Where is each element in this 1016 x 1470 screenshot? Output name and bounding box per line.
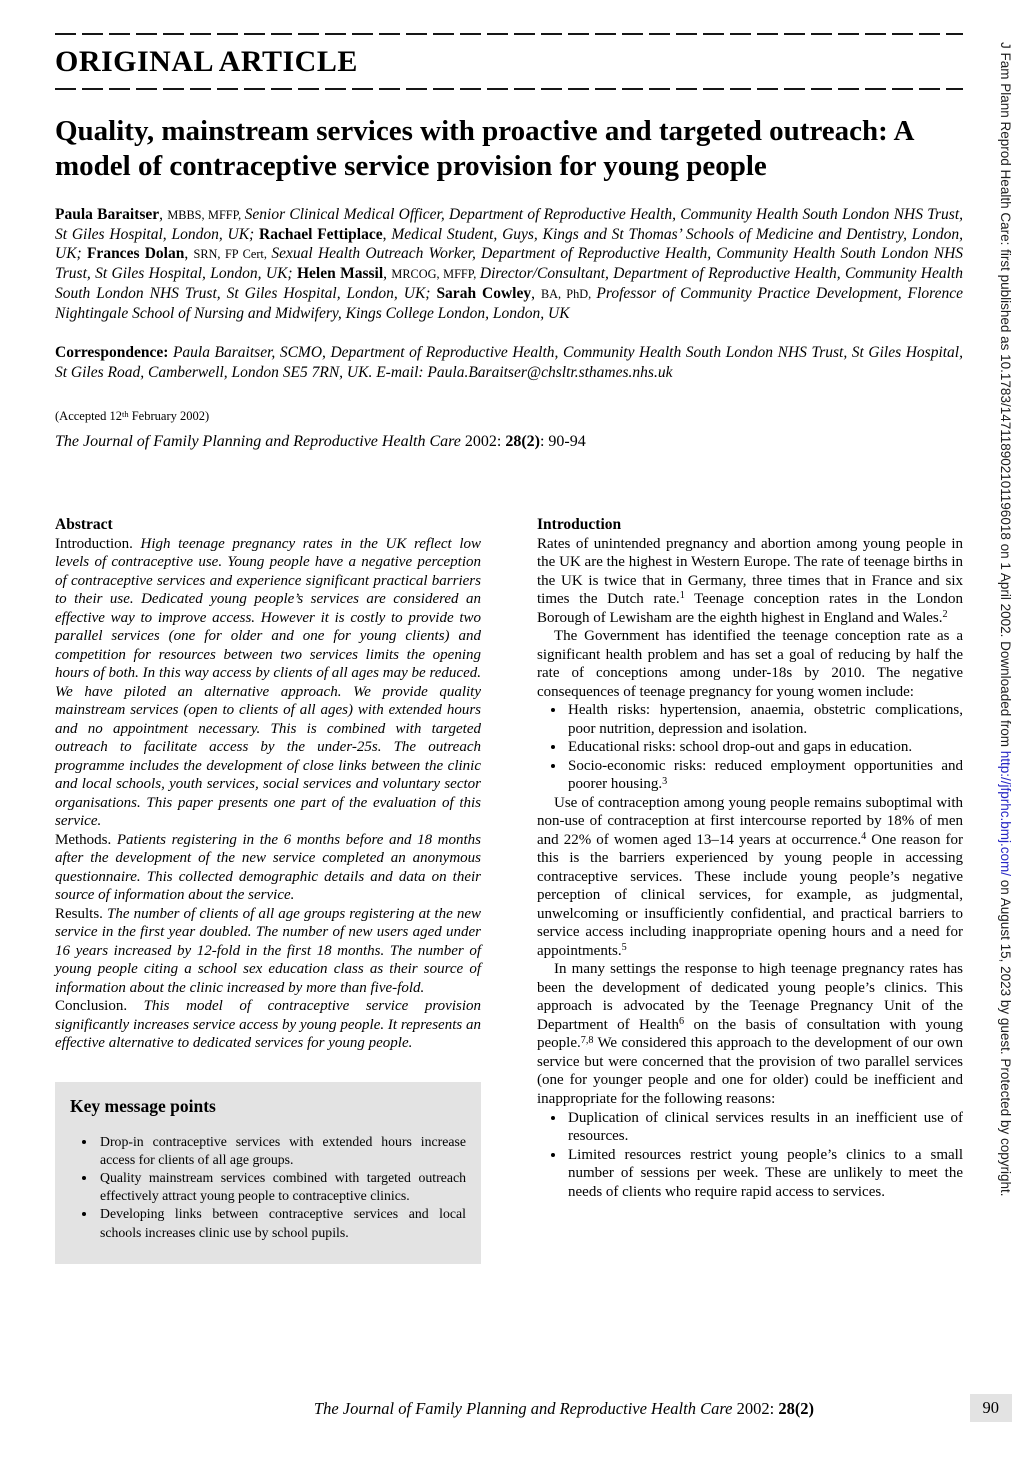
- text-segment: th: [121, 408, 129, 419]
- key-message-box: [55, 1082, 481, 1264]
- text-segment: In many settings the response to high teenage pregnancy rates has been the development of dedicated young people’s clinics. This approach is advocated by the Teenage Pregnancy Unit of the Department of Health: [537, 961, 963, 1033]
- text-segment: High teenage pregnancy rates in the UK reflect low levels of contraceptive use. Young people have a negative perception of contraceptive services and experience significant practical barriers to their use. Dedicated young people’s services are considered an effective way to improve access. However it is costly to provide two parallel services (one for older and one for young clients) and competition for resources between two services limits the opening hours of both. In this way access by clients of all ages may be reduced. We have piloted an alternative approach. We provide quality mainstream services (open to clients of all ages) with extended hours and no appointment necessary. This is combined with targeted outreach to facilitate access by the under-25s. The outreach programme includes the development of close links between the clinic and local schools, youth services, social services and voluntary sector organisations. This paper presents one part of the evaluation of this service.: [55, 535, 482, 830]
- text-segment: Duplication of clinical services results in an inefficient use of resources.: [568, 1109, 963, 1145]
- correspondence-block: [55, 343, 963, 383]
- text-segment: 5: [621, 942, 627, 954]
- text-segment: (Accepted 12: [55, 409, 122, 424]
- text-segment: SRN, FP Cert,: [193, 247, 272, 262]
- text-segment: One reason for this is the barriers experienced by young people in accessing contraceptive services. These include young people’s negative perception of clinical services, for example, as judgmental, unwelcoming or insufficiently confidential, and practical barriers to service access including inappropriate opening hours and a need for appointments.: [537, 831, 963, 959]
- text-segment: on the basis of consultation with young people.: [537, 1016, 964, 1052]
- key-message-list: [70, 1133, 466, 1242]
- text-segment: This model of contraceptive service provision significantly increases service access by young people. It represents an effective alternative to dedicated services for young people.: [55, 998, 481, 1052]
- text-segment: Paula Baraitser: [55, 205, 160, 223]
- text-segment: 1: [679, 590, 685, 602]
- text-segment: 7,8: [580, 1034, 594, 1046]
- accepted-date: [55, 409, 963, 424]
- two-column-body: [55, 515, 963, 1263]
- section-label: ORIGINAL ARTICLE: [55, 45, 358, 78]
- text-segment: 2: [942, 609, 948, 620]
- text-segment: 28(2): [505, 433, 540, 451]
- introduction-paragraph-4: [537, 960, 963, 1108]
- text-segment: The Journal of Family Planning and Reproductive Health Care: [55, 433, 465, 451]
- reason-bullet-item: [566, 1109, 963, 1146]
- text-segment: Frances Dolan: [86, 245, 185, 263]
- reasons-bullet-list: [537, 1109, 963, 1202]
- text-segment: Medical Student, Guys, Kings and St Thomas’ Schools of Medicine and Dentistry, London, UK;: [55, 225, 964, 263]
- key-message-heading: Key message points: [70, 1095, 216, 1116]
- text-segment: The number of clients of all age groups registering at the new service in the first year doubled. The number of new users aged under 16 years increased by 12-fold in the first 18 months. The number of young people citing a school sex education class as their source of information about the clinic increased by more than five-fold.: [55, 905, 481, 996]
- text-segment: 3: [662, 775, 668, 787]
- key-message-item: • Drop-in contraceptive services with extended hours increase access for clients of all age groups.: [97, 1133, 466, 1169]
- page-number: 90: [970, 1394, 1013, 1422]
- sidebar-citation-link[interactable]: http://jfprhc.bmj.com/: [998, 750, 1013, 877]
- abstract-conclusion: [55, 997, 481, 1053]
- left-column: [55, 515, 481, 1263]
- text-segment: We considered this approach to the development of our own service but were concerned that the provision of two parallel services (one for younger people and one for older) could be inefficient and inappropriate for the following reasons:: [537, 1035, 963, 1107]
- page-footer: [110, 1399, 1016, 1419]
- text-segment: February 2002): [128, 409, 210, 424]
- page-content: [55, 0, 999, 1418]
- text-segment: The Government has identified the teenage conception rate as a significant health problem and has set a goal of reducing by half the rate of conceptions among under-18s by 2010. The negative consequences of teenage pregnancy for young women include:: [537, 628, 963, 700]
- text-segment: MBBS, MFFP,: [167, 207, 245, 222]
- text-segment: Conclusion.: [55, 998, 144, 1015]
- sidebar-citation-text-before: J Fam Plann Reprod Health Care: first published as 10.1783/147118902101196018 on 1 April 2002. Downloaded from: [998, 42, 1013, 751]
- text-segment: ,: [184, 245, 194, 263]
- abstract-methods: [55, 831, 481, 905]
- text-segment: Sarah Cowley: [436, 285, 532, 303]
- text-segment: The Journal of Family Planning and Reproductive Health Care: [313, 1399, 737, 1418]
- text-segment: MRCOG, MFFP,: [391, 267, 480, 282]
- sidebar-citation: [998, 42, 1013, 1464]
- text-segment: Rates of unintended pregnancy and abortion among young people in the UK are the highest in Western Europe. The rate of teenage births in the UK is twice that in Germany, three times that in France and six times the Dutch rate.: [537, 535, 963, 608]
- key-message-item: • Quality mainstream services combined with targeted outreach effectively attract young people to contraceptive clinics.: [97, 1169, 466, 1205]
- key-message-item: • Developing links between contraceptive services and local schools increases clinic use by school pupils.: [97, 1205, 466, 1241]
- text-segment: Paula Baraitser, SCMO, Department of Reproductive Health, Community Health South London NHS Trust, St Giles Hospital, St Giles Road, Camberwell, London SE5 7RN, UK. E-mail: Paula.Baraitser@chsltr.sthames.nhs.uk: [55, 343, 963, 381]
- risk-bullet-item: [566, 701, 963, 738]
- text-segment: Introduction.: [55, 535, 141, 552]
- page-title: Quality, mainstream services with proactive and targeted outreach: A model of contraceptive service provision for young people: [55, 115, 913, 183]
- abstract-introduction: [55, 535, 481, 831]
- text-segment: : 90-94: [539, 433, 586, 451]
- reason-bullet-item: [566, 1146, 963, 1202]
- header-dashed-rule: [55, 88, 963, 90]
- text-segment: Correspondence:: [55, 343, 173, 361]
- text-segment: Director/Consultant, Department of Reproductive Health, Community Health South London NHS Trust, St Giles Hospital, London, UK;: [55, 265, 963, 303]
- right-column: [537, 515, 963, 1263]
- risk-bullet-item: [566, 738, 963, 757]
- text-segment: ,: [531, 285, 541, 303]
- text-segment: ,: [383, 265, 392, 283]
- text-segment: Helen Massil: [296, 265, 384, 283]
- introduction-paragraph-2: [537, 627, 963, 701]
- text-segment: Health risks: hypertension, anaemia, obstetric complications, poor nutrition, depression and isolation.: [568, 702, 963, 737]
- introduction-paragraph-1: [537, 535, 963, 628]
- text-segment: Socio-economic risks: reduced employment opportunities and poorer housing.: [568, 757, 963, 793]
- text-segment: Use of contraception among young people remains suboptimal with non-use of contraception at first intercourse reported by 18% of men and 22% of women aged 13–14 years at occurrence.: [537, 794, 963, 848]
- text-segment: Patients registering in the 6 months before and 18 months after the development of the new service completed an anonymous questionnaire. This collected demographic details and data on their source of information about the service.: [55, 831, 481, 904]
- introduction-paragraph-3: [537, 794, 963, 961]
- text-segment: ,: [159, 205, 168, 223]
- text-segment: 6: [679, 1016, 685, 1028]
- introduction-heading: Introduction: [537, 516, 622, 534]
- authors-block: [55, 205, 963, 324]
- text-segment: Results.: [55, 905, 108, 922]
- abstract-heading: Abstract: [55, 516, 113, 534]
- text-segment: Professor of Community Practice Development, Florence Nightingale School of Nursing and Midwifery, Kings College London, London, UK: [55, 285, 964, 322]
- footer-citation: [314, 1399, 814, 1418]
- journal-citation: [55, 433, 963, 451]
- sidebar-citation-text-after: on August 15, 2023 by guest. Protected by copyright.: [998, 876, 1013, 1197]
- text-segment: Methods.: [55, 831, 117, 848]
- abstract-results: [55, 905, 481, 998]
- risk-bullet-item: [566, 757, 963, 794]
- text-segment: 2002:: [464, 433, 506, 451]
- text-segment: ,: [382, 225, 392, 243]
- text-segment: 4: [861, 831, 867, 843]
- top-dashed-rule: [55, 33, 963, 35]
- text-segment: 28(2): [778, 1399, 815, 1418]
- text-segment: Limited resources restrict young people’s clinics to a small number of sessions per week. These are unlikely to meet the needs of clients who require rapid access to services.: [568, 1146, 963, 1200]
- text-segment: 2002:: [736, 1399, 779, 1418]
- text-segment: Sexual Health Outreach Worker, Department of Reproductive Health, Community Health South London NHS Trust, St Giles Hospital, London, UK;: [55, 245, 964, 283]
- text-segment: Senior Clinical Medical Officer, Department of Reproductive Health, Community Health South London NHS Trust, St Giles Hospital, London, UK;: [55, 205, 964, 243]
- text-segment: Rachael Fettiplace: [259, 225, 383, 243]
- text-segment: BA, PhD,: [540, 287, 597, 302]
- text-segment: Educational risks: school drop-out and gaps in education.: [568, 739, 913, 756]
- text-segment: Teenage conception rates in the London Borough of Lewisham are the eighth highest in England and Wales.: [537, 591, 963, 626]
- risk-bullet-list: [537, 701, 963, 794]
